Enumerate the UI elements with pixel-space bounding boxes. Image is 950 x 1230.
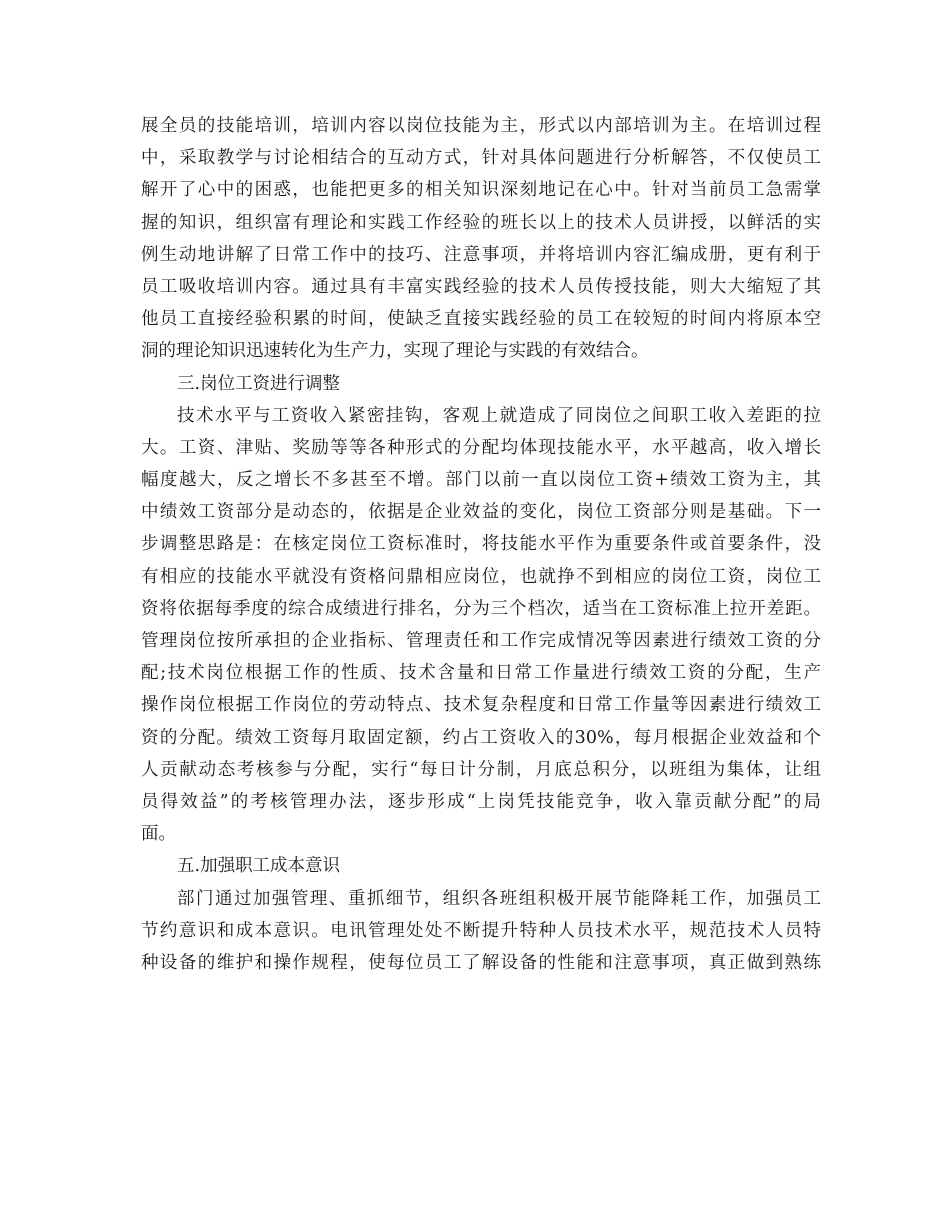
text-line: 大。工资、津贴、奖励等等各种形式的分配均体现技能水平，水平越高，收入增长	[141, 437, 821, 458]
text-line: 管理岗位按所承担的企业指标、管理责任和工作完成情况等因素进行绩效工资的分	[141, 631, 821, 651]
text-line: 有相应的技能水平就没有资格问鼎相应岗位，也就挣不到相应的岗位工资，岗位工	[141, 566, 821, 587]
text-line: 中绩效工资部分是动态的，依据是企业效益的变化，岗位工资部分则是基础。下一	[141, 502, 821, 523]
text-line: 他员工直接经验积累的时间，使缺乏直接实践经验的员工在较短的时间内将原本空	[141, 309, 821, 330]
text-line: 资将依据每季度的综合成绩进行排名，分为三个档次，适当在工资标准上拉开差距。	[141, 598, 821, 619]
text-line: 步调整思路是：在核定岗位工资标准时，将技能水平作为重要条件或首要条件，没	[141, 534, 821, 555]
text-line: 员得效益”的考核管理办法，逐步形成“上岗凭技能竞争，收入靠贡献分配”的局	[141, 791, 821, 812]
text-line: 解开了心中的困惑，也能把更多的相关知识深刻地记在心中。针对当前员工急需掌	[141, 180, 821, 201]
text-line: 例生动地讲解了日常工作中的技巧、注意事项，并将培训内容汇编成册，更有利于	[141, 244, 821, 265]
text-line: 中，采取教学与讨论相结合的互动方式，针对具体问题进行分析解答，不仅使员工	[141, 148, 821, 169]
text-line: 技术水平与工资收入紧密挂钩，客观上就造成了同岗位之间职工收入差距的拉	[177, 405, 821, 426]
text-line: 配;技术岗位根据工作的性质、技术含量和日常工作量进行绩效工资的分配，生产	[141, 663, 821, 684]
text-line: 资的分配。绩效工资每月取固定额，约占工资收入的30%，每月根据企业效益和个	[141, 727, 821, 748]
text-line: 部门通过加强管理、重抓细节，组织各班组积极开展节能降耗工作，加强员工	[177, 888, 821, 909]
text-line: 展全员的技能培训，培训内容以岗位技能为主，形式以内部培训为主。在培训过程	[141, 116, 821, 136]
text-line: 人贡献动态考核参与分配，实行“每日计分制，月底总积分，以班组为集体，让组	[141, 759, 821, 780]
text-line: 种设备的维护和操作规程，使每位员工了解设备的性能和注意事项，真正做到熟练	[141, 952, 821, 973]
text-line: 面。	[141, 824, 176, 845]
section-heading: 三.岗位工资进行调整	[177, 373, 341, 394]
text-line: 洞的理论知识迅速转化为生产力，实现了理论与实践的有效结合。	[141, 341, 649, 362]
text-line: 操作岗位根据工作岗位的劳动特点、技术复杂程度和日常工作量等因素进行绩效工	[141, 695, 821, 716]
text-line: 幅度越大，反之增长不多甚至不增。部门以前一直以岗位工资+绩效工资为主，其	[141, 470, 821, 491]
text-line: 员工吸收培训内容。通过具有丰富实践经验的技术人员传授技能，则大大缩短了其	[141, 276, 821, 297]
text-line: 握的知识，组织富有理论和实践工作经验的班长以上的技术人员讲授，以鲜活的实	[141, 212, 821, 233]
document-body	[141, 110, 821, 979]
section-heading: 五.加强职工成本意识	[177, 856, 341, 877]
text-line: 节约意识和成本意识。电讯管理处处不断提升特种人员技术水平，规范技术人员特	[141, 920, 821, 941]
